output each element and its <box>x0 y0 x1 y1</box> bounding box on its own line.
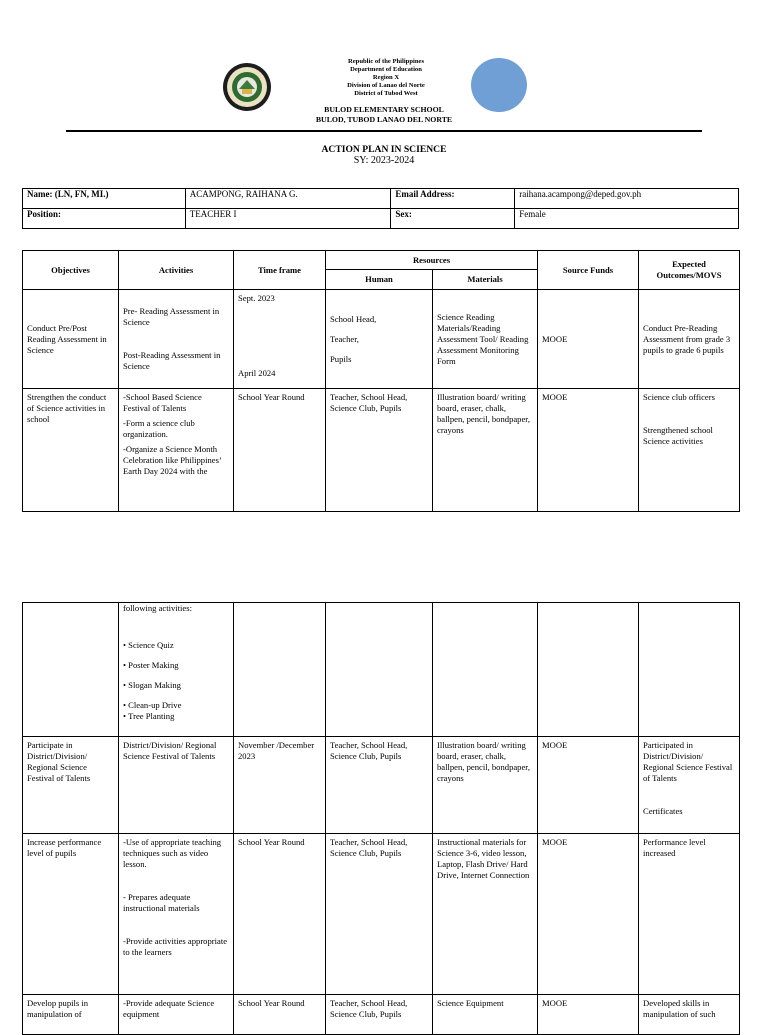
objective-cell: Participate in District/Division/ Regional Science Festival of Talents <box>23 737 119 834</box>
objective-cell: Increase performance level of pupils <box>23 834 119 995</box>
header-divider <box>66 130 702 132</box>
outcome-line: Strengthened school Science activities <box>643 425 713 446</box>
col-activities: Activities <box>119 251 234 290</box>
header-republic: Republic of the Philippines <box>347 58 425 65</box>
materials-cell: Science Equipment <box>433 995 538 1035</box>
school-name: BULOD ELEMENTARY SCHOOL <box>324 105 444 114</box>
activity-cell <box>119 290 234 389</box>
human-cell: Teacher, School Head, Science Club, Pupils <box>326 834 433 995</box>
table-row <box>23 603 740 737</box>
time-cell: School Year Round <box>234 389 326 512</box>
activity-cell <box>119 603 234 737</box>
table-row <box>23 290 740 389</box>
bullet-item: • Clean-up Drive <box>123 700 229 711</box>
human-line: Teacher, <box>330 333 359 344</box>
time-line: Sept. 2023 <box>238 293 275 303</box>
outcome-cell <box>639 737 740 834</box>
time-cell: November /December 2023 <box>234 737 326 834</box>
email-value: raihana.acampong@deped.gov.ph <box>515 189 739 209</box>
col-expected-outcomes: Expected Outcomes/MOVS <box>639 251 740 290</box>
activity-cell <box>119 389 234 512</box>
time-cell <box>234 290 326 389</box>
position-label: Position: <box>23 209 186 229</box>
activity-line: -Form a science club organization. <box>123 418 195 439</box>
funds-cell: MOOE <box>538 995 639 1035</box>
col-resources: Resources <box>326 251 538 270</box>
activity-line: -School Based Science Festival of Talents <box>123 392 202 413</box>
materials-cell: Illustration board/ writing board, eraser, chalk, ballpen, pencil, bondpaper, crayons <box>433 389 538 512</box>
school-address: BULOD, TUBOD LANAO DEL NORTE <box>315 115 453 124</box>
circle-logo <box>471 58 527 112</box>
materials-cell: Science Reading Materials/Reading Assessment Tool/ Reading Assessment Monitoring Form <box>433 290 538 389</box>
sex-label: Sex: <box>391 209 515 229</box>
name-label: Name: (LN, FN, MI.) <box>23 189 186 209</box>
funds-cell: MOOE <box>538 290 639 389</box>
action-plan-table <box>22 250 740 512</box>
col-source-funds: Source Funds <box>538 251 639 290</box>
email-label: Email Address: <box>391 189 515 209</box>
materials-cell: Instructional materials for Science 3-6, video lesson, Laptop, Flash Drive/ Hard Drive, Internet Connection <box>433 834 538 995</box>
activity-line: Post-Reading Assessment in Science <box>123 350 221 371</box>
activity-line: - Prepares adequate instructional materials <box>123 892 200 913</box>
activity-cell <box>119 834 234 995</box>
objective-cell: Strengthen the conduct of Science activities in school <box>23 389 119 512</box>
col-human: Human <box>326 270 433 290</box>
activity-line: -Use of appropriate teaching techniques such as video lesson. <box>123 837 222 869</box>
school-seal-icon <box>222 62 272 112</box>
bullet-item: • Science Quiz <box>123 640 229 651</box>
table-row <box>23 389 740 512</box>
materials-cell <box>433 603 538 737</box>
position-value: TEACHER I <box>185 209 391 229</box>
outcome-cell <box>639 603 740 737</box>
table-row <box>23 995 740 1035</box>
header-division: Division of Lanao del Norte <box>347 82 425 89</box>
human-line: School Head, <box>330 313 377 324</box>
teacher-info-table <box>22 188 739 229</box>
action-plan-table-continued <box>22 602 740 1035</box>
col-materials: Materials <box>433 270 538 290</box>
time-cell: School Year Round <box>234 995 326 1035</box>
header-district: District of Tubod West <box>354 90 418 97</box>
outcome-line: Science club officers <box>643 392 715 402</box>
outcome-cell: Developed skills in manipulation of such <box>639 995 740 1035</box>
bullet-item: • Poster Making <box>123 660 229 671</box>
bullet-item: • Slogan Making <box>123 680 229 691</box>
funds-cell: MOOE <box>538 737 639 834</box>
activity-line: -Organize a Science Month Celebration like Philippines’ Earth Day 2024 with the <box>123 444 222 476</box>
human-cell <box>326 603 433 737</box>
sex-value: Female <box>515 209 739 229</box>
activity-line: following activities: <box>123 603 192 613</box>
col-objectives: Objectives <box>23 251 119 290</box>
human-cell <box>326 290 433 389</box>
activity-cell: District/Division/ Regional Science Festival of Talents <box>119 737 234 834</box>
document-title: ACTION PLAN IN SCIENCE <box>321 144 447 155</box>
outcome-cell: Conduct Pre-Reading Assessment from grade 3 pupils to grade 6 pupils <box>639 290 740 389</box>
activity-bullet-list <box>123 640 229 722</box>
time-line: April 2024 <box>238 368 276 378</box>
header-department: Department of Education <box>350 66 422 73</box>
funds-cell: MOOE <box>538 389 639 512</box>
time-cell: School Year Round <box>234 834 326 995</box>
human-line: Pupils <box>330 353 352 364</box>
time-cell <box>234 603 326 737</box>
table-row <box>23 737 740 834</box>
human-cell: Teacher, School Head, Science Club, Pupils <box>326 737 433 834</box>
objective-cell: Conduct Pre/Post Reading Assessment in Science <box>23 290 119 389</box>
bullet-item: • Tree Planting <box>123 711 229 722</box>
table-row <box>23 834 740 995</box>
outcome-cell <box>639 389 740 512</box>
school-year: SY: 2023-2024 <box>353 155 415 166</box>
activity-cell: -Provide adequate Science equipment <box>119 995 234 1035</box>
objective-cell <box>23 603 119 737</box>
name-value: ACAMPONG, RAIHANA G. <box>185 189 391 209</box>
funds-cell: MOOE <box>538 834 639 995</box>
activity-line: Pre- Reading Assessment in Science <box>123 306 220 327</box>
header-region: Region X <box>372 74 400 81</box>
activity-line: -Provide activities appropriate to the learners <box>123 936 228 957</box>
objective-cell: Develop pupils in manipulation of <box>23 995 119 1035</box>
outcome-line: Certificates <box>643 806 683 816</box>
human-cell: Teacher, School Head, Science Club, Pupils <box>326 995 433 1035</box>
human-cell: Teacher, School Head, Science Club, Pupils <box>326 389 433 512</box>
outcome-line: Participated in District/Division/ Regional Science Festival of Talents <box>643 740 733 783</box>
materials-cell: Illustration board/ writing board, eraser, chalk, ballpen, pencil, bondpaper, crayons <box>433 737 538 834</box>
outcome-cell: Performance level increased <box>639 834 740 995</box>
funds-cell <box>538 603 639 737</box>
col-time-frame: Time frame <box>234 251 326 290</box>
